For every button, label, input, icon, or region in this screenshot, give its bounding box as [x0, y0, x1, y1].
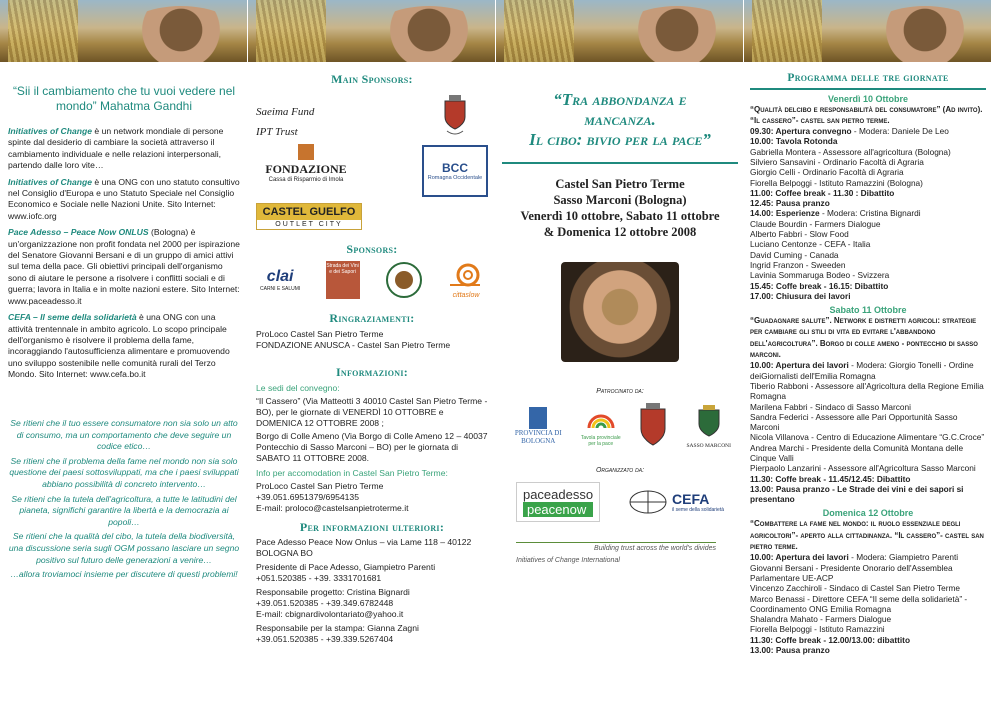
sasso-crest-icon — [696, 404, 722, 438]
program-line: 11.00: Coffee break - 11.30 : Dibattito — [750, 187, 895, 198]
day-friday-heading: Venerdì 10 Ottobre — [827, 93, 909, 104]
program-line: 13.00: Pausa pranzo — [750, 645, 830, 656]
program-line: 11.30: Coffe break - 11.45/12.45: Dibattito — [750, 473, 911, 484]
program-line: “Guadagnare salute”. Network e distretti agricoli: strategie per cambiare gli stili di vita ed evitare l'abbandono dell'agricoltura”. Borgo di colle ameno - pontecchio di sasso marconi. — [750, 316, 978, 360]
intro-column — [0, 62, 248, 702]
banner-photo — [744, 0, 992, 62]
globe-icon — [628, 489, 668, 515]
venue-line: Sasso Marconi (Bologna) — [553, 193, 687, 207]
program-line: 10.00: Tavola Rotonda — [750, 136, 838, 147]
comune-crest-icon — [633, 401, 673, 451]
event-title-line2: mancanza. — [584, 110, 656, 129]
thanks-proloco: ProLoco Castel San Pietro Terme — [256, 329, 384, 339]
program-line: Gabriella Montera - Assessore all'agricoltura (Bologna) — [750, 146, 951, 157]
program-line: Marco Benassi - Direttore CEFA “Il seme della solidarietà” - Coordinamento ONG Emilia Romagna — [750, 593, 968, 614]
sponsor-saeima: Saeima Fund — [256, 105, 315, 118]
program-line: 11.30: Coffe break - 12.00/13.00: dibattito — [750, 634, 911, 645]
strada-round-icon — [385, 261, 423, 299]
comune-crest-icon — [431, 91, 479, 139]
contact-project-manager: Responsabile progetto: Cristina Bignardi — [256, 587, 410, 597]
call-to-action — [8, 418, 240, 584]
cover-column — [496, 62, 744, 702]
program-line: Andrea Marchi - Presidente della Comunità Montana delle Cinque Valli — [750, 442, 964, 463]
org-description: Initiatives of Change è una ONG con uno statuto consultivo nel Consiglio d'Europa e uno Statuto Speciale nel Consiglio Economico e Sociale nelle Nazioni Unite. Sito Internet: www.iofc.org — [8, 176, 240, 221]
gandhi-quote: “Sii il cambiamento che tu vuoi vedere nel mondo” Mahatma Gandhi — [12, 84, 236, 113]
contact-phone: +051.520385 - +39. 3331701681 — [256, 573, 382, 583]
castel-guelfo-logo: CASTEL GUELFO OUTLET CITY — [256, 203, 362, 230]
program-line: Giovanni Bersani - Presidente Onorario dell'Assemblea Parlamentare UE-ACP — [750, 562, 953, 583]
divider — [502, 162, 738, 164]
strada-vini-logo: Strada dei Vini e dei Sapori — [326, 261, 360, 299]
sasso-marconi-logo: SASSO MARCONI — [686, 404, 732, 449]
program-line: Alberto Fabbri - Slow Food — [750, 229, 849, 240]
program-line: 10.00: Apertura dei lavori - Modera: Giorgio Tonelli - Ordine deiGiornalisti dell'Emilia Romagna — [750, 360, 974, 381]
thanks-heading: Ringraziamenti: — [329, 311, 415, 325]
thanks-anusca: FONDAZIONE ANUSCA - Castel San Pietro Terme — [256, 340, 451, 350]
program-line: Luciano Centonze - CEFA - Italia — [750, 239, 871, 250]
date-line: & Domenica 12 ottobre 2008 — [543, 225, 697, 239]
banner-photo — [248, 0, 496, 62]
program-line: 12.45: Pausa pranzo — [750, 198, 830, 209]
program-line: Shalandra Mahato - Farmers Dialogue — [750, 614, 892, 625]
date-line: Venerdì 10 ottobre, Sabato 11 ottobre — [520, 209, 720, 223]
day-sunday-heading: Domenica 12 Ottobre — [822, 508, 914, 519]
tavola-pace-logo: Tavola provinciale per la pace — [581, 406, 621, 447]
program-line: 15.45: Coffe break - 16.15: Dibattito — [750, 280, 889, 291]
cittaslow-logo: cittaslow — [448, 261, 484, 299]
header-banner — [0, 0, 992, 62]
program-line: Fiorella Belpoggi - Istituto Ramazzini (Bologna) — [750, 177, 923, 188]
patronage-label: Patrocinato da: — [596, 388, 644, 395]
accommodation-label: Info per accomodation in Castel San Pietro Terme: — [256, 468, 448, 478]
provincia-logo: PROVINCIA DI BOLOGNA — [508, 407, 568, 445]
reflection-paragraph: …allora troviamoci insieme per discutere di questi problemi! — [10, 569, 238, 580]
cefa-logo: CEFA il seme della solidarietà — [628, 489, 724, 515]
contact-email[interactable]: E-mail: cbignardivolontariato@yahoo.it — [256, 609, 404, 619]
venue-cassero: “Il Cassero” (Via Matteotti 3 40010 Castel San Pietro Terme - BO), per le giornate di VENERDÌ 10 OTTOBRE e DOMENICA 12 OTTOBRE 2008 ; — [256, 396, 488, 428]
org-description: Initiatives of Change è un network mondiale di persone spinte dal desiderio di cambiare la società attraverso il cambiamento individuale e nelle relazioni interpersonali, partendo dalle loro vite… — [8, 126, 224, 171]
program-line: 09.30: Apertura convegno - Modera: Daniele De Leo — [750, 126, 949, 137]
contact-address: Pace Adesso Peace Now Onlus – via Lame 118 – 40122 BOLOGNA BO — [256, 537, 472, 558]
accommodation-email[interactable]: E-mail: proloco@castelsanpietroterme.it — [256, 503, 409, 513]
iofc-logo: Building trust across the world's divides Initiatives of Change International — [502, 542, 738, 564]
program-line: Ingrid Franzon - Sweeden — [750, 259, 846, 270]
reflection-paragraph: Se ritieni che il tuo essere consumatore non sia solo un atto di consumo, ma un comportamento che deve seguire un codice etico… — [10, 418, 238, 452]
program-line: Silviero Sansavini - Ordinario Facoltà di Agraria — [750, 156, 924, 167]
more-info-heading: Per informazioni ulteriori: — [299, 520, 445, 534]
program-heading: Programma delle tre giornate — [787, 72, 949, 84]
program-line: “Qualità delcibo e responsabilità del consumatore” (Ad invito). “Il cassero”- castel san pietro terme. — [750, 104, 983, 125]
sponsors-column — [248, 62, 496, 702]
program-column — [744, 62, 992, 702]
program-line: Vincenzo Zacchiroli - Sindaco di Castel San Pietro Terme — [750, 583, 960, 594]
day-saturday-heading: Sabato 11 Ottobre — [829, 305, 907, 316]
clai-logo: clai CARNI E SALUMI — [260, 268, 301, 292]
program-line: “Combattere la fame nel mondo: il ruolo essenziale degli agricoltori”- aperto alla cittadinanza. “Il cassero”- castel san pietro terme. — [750, 519, 984, 552]
sponsors-heading: Sponsors: — [346, 242, 398, 256]
divider — [750, 88, 986, 90]
snail-icon — [448, 261, 484, 287]
venue-colle-ameno: Borgo di Colle Ameno (Via Borgo di Colle Ameno 12 – 40037 Pontecchio di Sasso Marconi – BO) per le giornata di SABATO 11 OTTOBRE 2008. — [256, 431, 488, 463]
program-line: Giorgio Celli - Ordinario Facoltà di Agraria — [750, 167, 904, 178]
program-line: Pierpaolo Lanzarini - Assessore all'Agricoltura Sasso Marconi — [750, 463, 976, 474]
venues-label: Le sedi del convegno: — [256, 383, 340, 393]
venue-line: Castel San Pietro Terme — [555, 177, 685, 191]
program-line: 14.00: Esperienze - Modera: Cristina Bignardi — [750, 208, 921, 219]
organizer-label: Organizzato da: — [595, 467, 645, 474]
program-line: Nicola Villanova - Centro di Educazione Alimentare “G.C.Croce” — [750, 432, 985, 443]
contact-phone: +39.051.520385 - +39.349.6782448 — [256, 598, 394, 608]
pace-adesso-logo: paceadesso peacenow — [516, 482, 600, 522]
program-line: Marilena Fabbri - Sindaco di Sasso Marconi — [750, 401, 911, 412]
org-description: CEFA – Il seme della solidarietà è una ONG con una attività trentennale in ambito agricolo. Lo scopo principale dell'organismo è risolvere il problema della fame, incoraggiando l'autosufficienza alimentare e promuovendo uno sviluppo sostenibile nelle comunità rurali del Terzo Mondo. Sito Internet: www.cefa.bo.it — [8, 312, 230, 380]
program-line: 17.00: Chiusura dei lavori — [750, 290, 851, 301]
program-line: Claude Bourdin - Farmers Dialogue — [750, 218, 881, 229]
reflection-paragraph: Se ritieni che la tutela dell'agricoltura, a tutte le latitudini del pianeta, significhi garantire la libertà e la democrazia ai popoli… — [11, 493, 237, 527]
reflection-paragraph: Se ritieni che la qualità del cibo, la tutela della biodiversità, una discussione seria sugli OGM possano lasciare un segno positivo sul futuro delle generazioni a venire… — [8, 531, 240, 565]
contact-press: Responsabile per la stampa: Gianna Zagni — [256, 623, 419, 633]
contact-phone: +39.051.520385 - +39.339.5267404 — [256, 634, 394, 644]
sponsor-ipt: IPT Trust — [256, 125, 298, 138]
info-heading: Informazioni: — [335, 365, 409, 379]
banner-photo — [0, 0, 248, 62]
contact-president: Presidente di Pace Adesso, Giampietro Parenti — [256, 562, 436, 572]
hands-with-grain-photo — [561, 262, 679, 362]
program-line: 13.00: Pausa pranzo - Le Strade dei vini e dei sapori si presentano — [750, 483, 964, 505]
program-line: Tiberio Rabboni - Assessore all'Agricoltura della Regione Emilia Romagna — [750, 380, 984, 402]
accommodation-phone: +39.051.6951379/6954135 — [256, 492, 359, 502]
rainbow-icon — [586, 406, 616, 430]
event-title-line1: “Tra abbondanza e — [553, 90, 687, 109]
accommodation-name: ProLoco Castel San Pietro Terme — [256, 481, 384, 491]
org-description: Pace Adesso – Peace Now ONLUS (Bologna) è un'organizzazione non profit fondata nel 2000 per ispirazione del Senatore Giovanni Bersani e di un gruppo di amici attivi sul tema della pace. Gli obiettivi principali dell'organismo sono di aiutare le persone a risolvere i conflitti sociali e di guerra; lavora in Italia e in molte nazioni estere. Sito Internet: www.paceadesso.it — [8, 227, 240, 306]
program-line: 10.00: Apertura dei lavori - Modera: Giampietro Parenti — [750, 552, 959, 563]
event-title-line3: Il cibo: bivio per la pace” — [529, 130, 711, 149]
program-line: Lavinia Sommaruga Bodeo - Svizzera — [750, 270, 890, 281]
reflection-paragraph: Se ritieni che il problema della fame nel mondo non sia solo questione dei paesi sottosviluppati, ma che i paesi sviluppati abbiano possibilità di concreto intervento… — [9, 455, 239, 489]
program-line: Sandra Federici - Assessore alle Pari Opportunità Sasso Marconi — [750, 411, 958, 433]
banner-photo — [496, 0, 744, 62]
bcc-logo: BCC Romagna Occidentale — [422, 145, 488, 197]
program-line: David Cuming - Canada — [750, 249, 839, 260]
fondazione-logo: FONDAZIONE Cassa di Risparmio di Imola — [256, 144, 356, 183]
program-line: Fiorella Belpoggi - Istituto Ramazzini — [750, 624, 885, 635]
main-sponsors-heading: Main Sponsors: — [331, 72, 413, 86]
